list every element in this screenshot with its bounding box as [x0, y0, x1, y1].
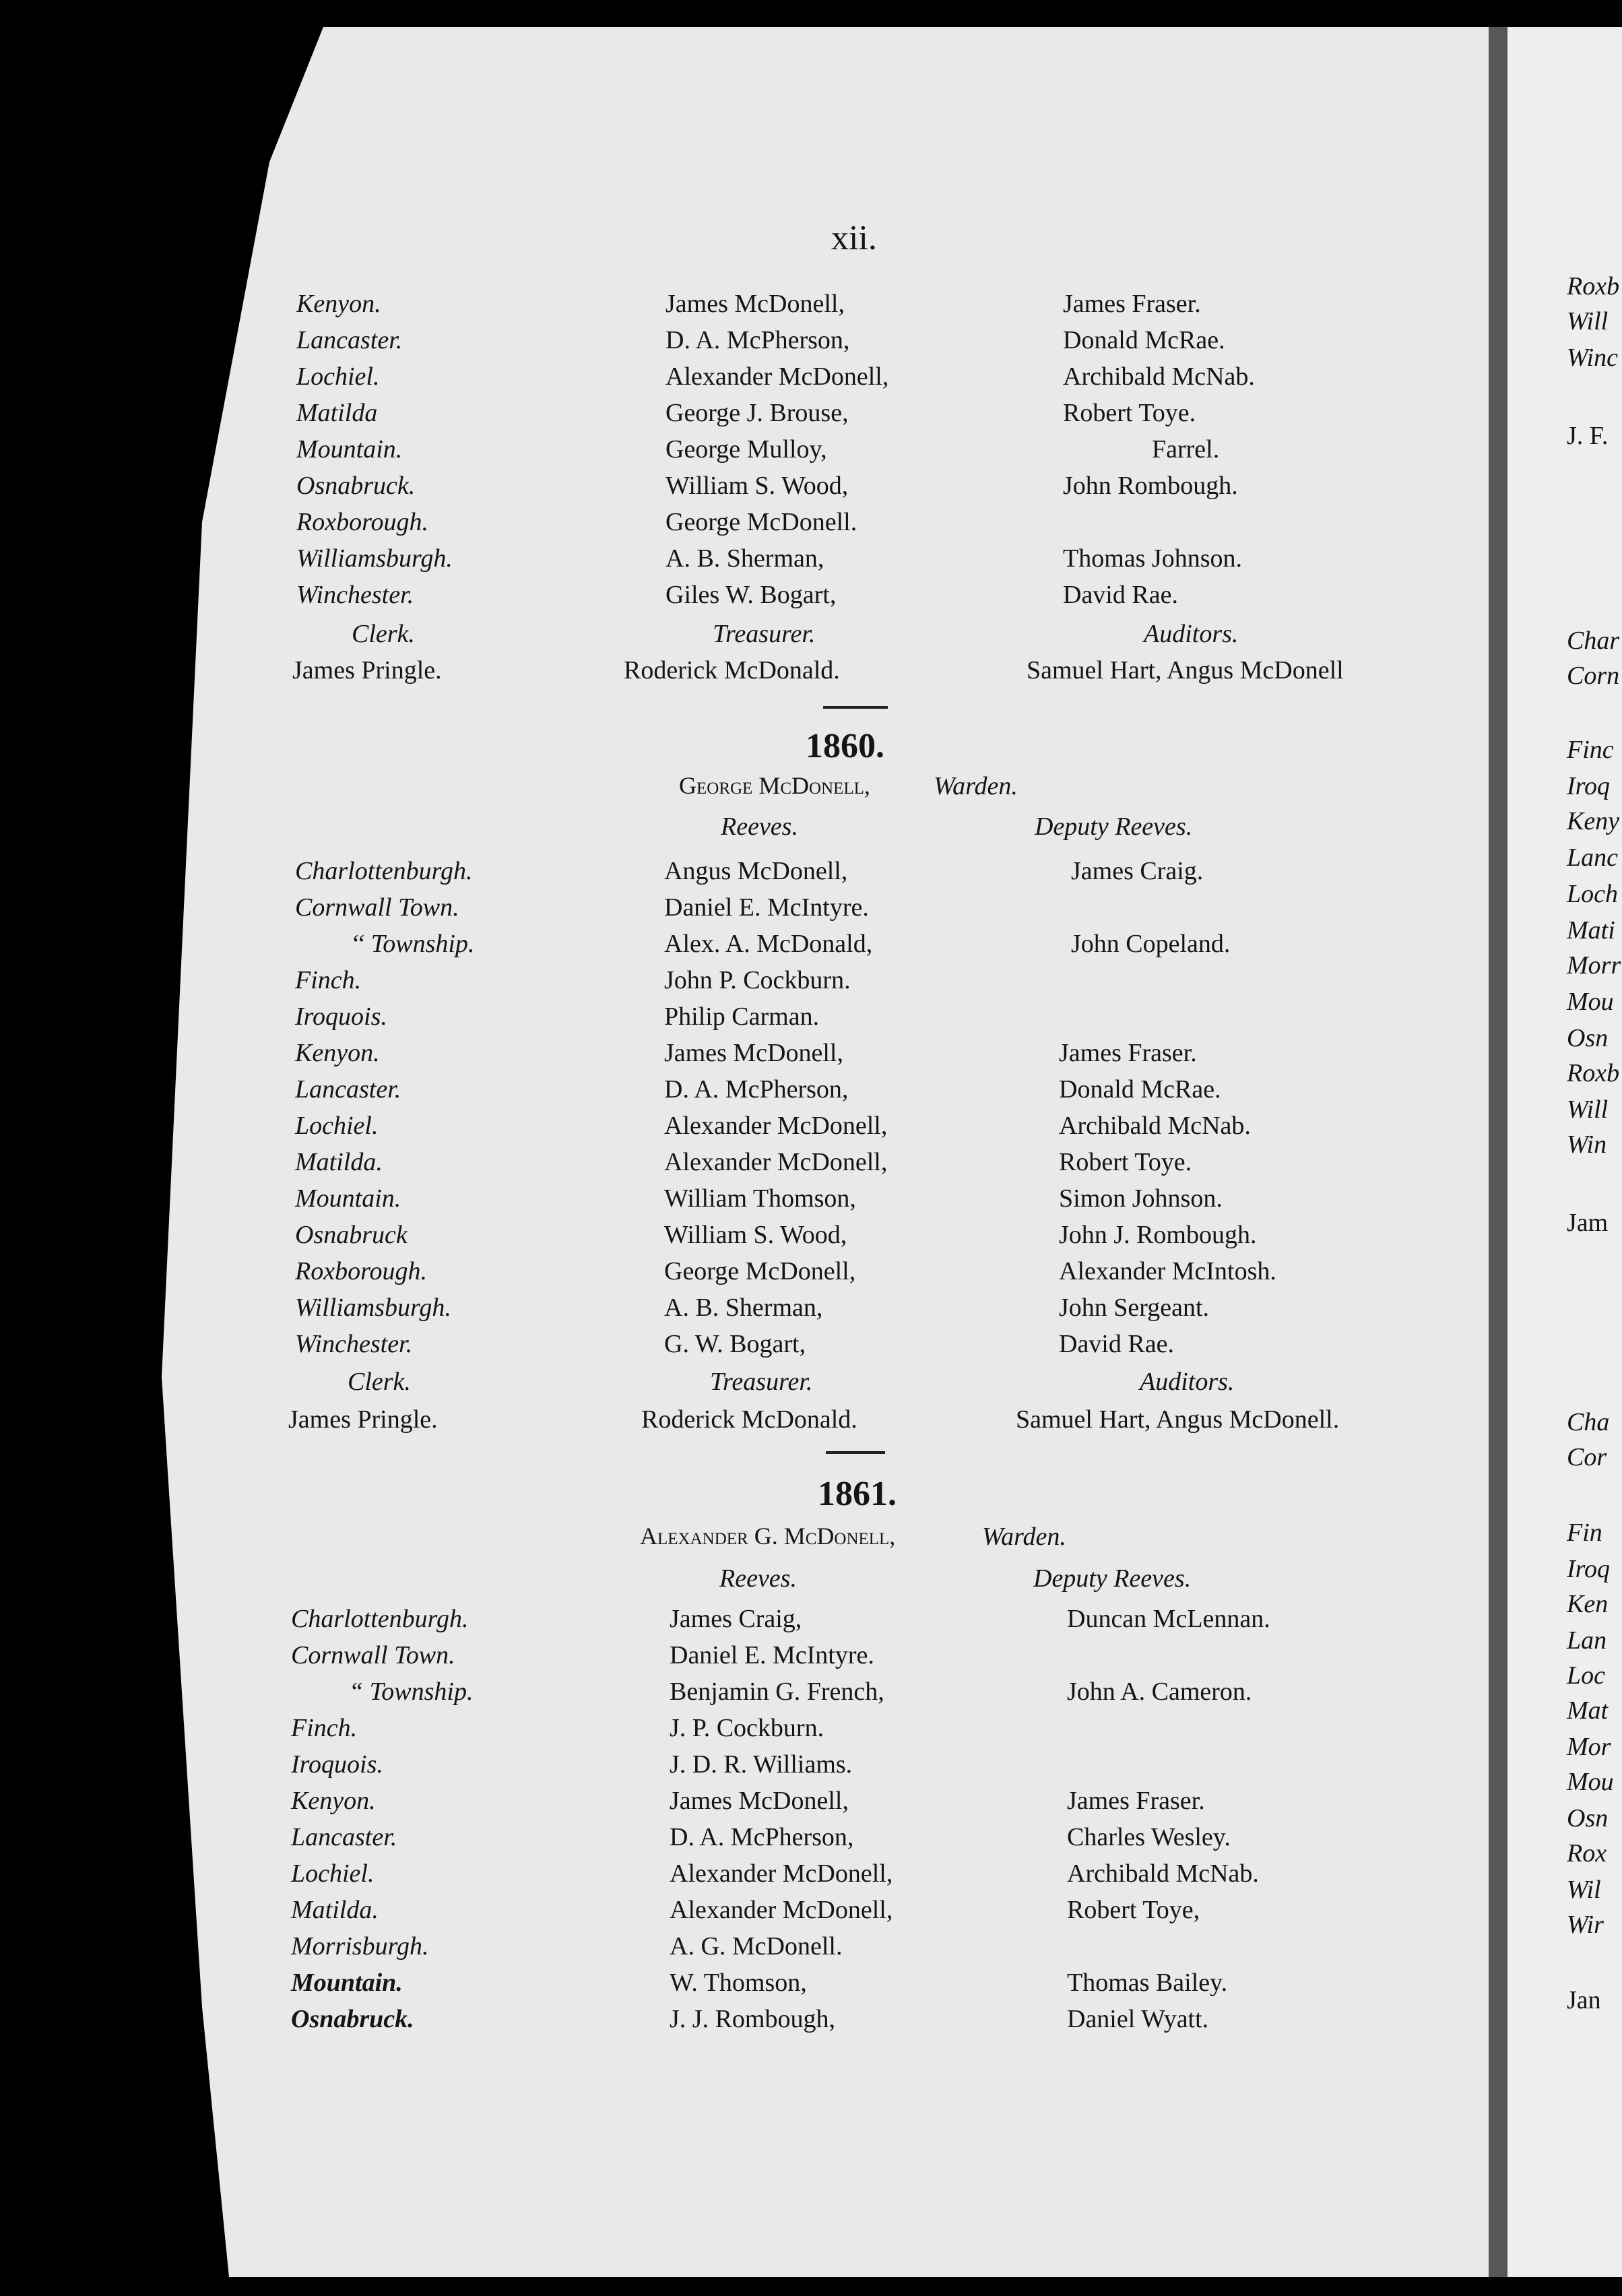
reeve-name: D. A. McPherson,: [666, 326, 850, 354]
adjacent-page-fragment: J. F.: [1567, 422, 1609, 450]
adjacent-page-fragment: Jam: [1567, 1209, 1609, 1237]
deputy-reeve-name: John Sergeant.: [1059, 1294, 1210, 1322]
reeve-name: James Craig,: [670, 1605, 802, 1633]
adjacent-page-fragment: Corn: [1567, 662, 1620, 690]
adjacent-page-fragment: Will: [1567, 307, 1609, 336]
reeve-name: W. Thomson,: [670, 1969, 807, 1997]
adjacent-page-fragment: Keny: [1567, 807, 1620, 835]
reeve-name: A. G. McDonell.: [670, 1932, 843, 1960]
deputy-reeve-name: James Fraser.: [1067, 1787, 1205, 1815]
place-name: Finch.: [291, 1714, 358, 1742]
reeve-name: Daniel E. McIntyre.: [670, 1641, 874, 1669]
adjacent-page-fragment: Will: [1567, 1095, 1609, 1124]
adjacent-page-fragment: Winc: [1567, 344, 1618, 372]
section-rule: [826, 1451, 885, 1454]
place-name: Lochiel.: [295, 1112, 379, 1140]
reeve-name: D. A. McPherson,: [670, 1823, 854, 1851]
adjacent-page-fragment: Loch: [1567, 880, 1618, 908]
deputy-reeve-name: Alexander McIntosh.: [1059, 1257, 1276, 1285]
reeve-name: William Thomson,: [664, 1184, 856, 1213]
reeve-name: Philip Carman.: [664, 1002, 820, 1031]
reeve-name: George McDonell,: [664, 1257, 856, 1285]
place-name: Winchester.: [296, 581, 414, 609]
reeve-name: J. D. R. Williams.: [670, 1750, 853, 1779]
deputy-reeve-name: Robert Toye.: [1063, 399, 1196, 427]
adjacent-page-fragment: Lan: [1567, 1626, 1607, 1655]
auditors-names: Samuel Hart, Angus McDonell.: [1016, 1405, 1340, 1434]
deputy-reeve-name: David Rae.: [1063, 581, 1178, 609]
deputy-reeves-label: Deputy Reeves.: [1033, 1564, 1192, 1593]
deputy-reeve-name: James Craig.: [1071, 857, 1204, 885]
reeve-name: Alex. A. McDonald,: [664, 930, 873, 958]
place-name: Kenyon.: [295, 1039, 380, 1067]
place-name: Lancaster.: [291, 1823, 397, 1851]
place-name: Lochiel.: [296, 362, 380, 391]
adjacent-page-fragment: Mati: [1567, 916, 1615, 945]
reeve-name: William S. Wood,: [666, 472, 849, 500]
book-gutter: [1489, 27, 1507, 2277]
clerk-name: James Pringle.: [288, 1405, 438, 1434]
place-name: “ Township.: [349, 1678, 474, 1706]
adjacent-page-fragment: Osn: [1567, 1024, 1609, 1052]
adjacent-page-fragment: Rox: [1567, 1839, 1607, 1868]
adjacent-page-fragment: Cha: [1567, 1408, 1610, 1436]
adjacent-page-fragment: Morr: [1567, 951, 1621, 980]
place-name: Osnabruck: [295, 1221, 408, 1249]
deputy-reeve-name: John Rombough.: [1063, 472, 1238, 500]
adjacent-page-fragment: Jan: [1567, 1986, 1601, 2014]
adjacent-page-fragment: Fin: [1567, 1519, 1602, 1547]
place-name: ‘‘ Township.: [350, 930, 475, 958]
reeves-label: Reeves.: [721, 812, 798, 841]
auditors-label: Auditors.: [1140, 1368, 1235, 1396]
reeve-name: Alexander McDonell,: [666, 362, 889, 391]
reeve-name: James McDonell,: [670, 1787, 849, 1815]
deputy-reeve-name: Duncan McLennan.: [1067, 1605, 1270, 1633]
section-rule: [823, 706, 888, 709]
adjacent-page-fragment: Char: [1567, 627, 1620, 655]
place-name: Williamsburgh.: [295, 1294, 451, 1322]
deputy-reeve-name: Donald McRae.: [1063, 326, 1225, 354]
deputy-reeves-label: Deputy Reeves.: [1035, 812, 1193, 841]
page-number: xii.: [831, 219, 877, 257]
reeve-name: George J. Brouse,: [666, 399, 849, 427]
deputy-reeve-name: Robert Toye,: [1067, 1896, 1200, 1924]
deputy-reeve-name: John A. Cameron.: [1067, 1678, 1252, 1706]
clerk-name: James Pringle.: [292, 656, 442, 684]
adjacent-page-fragment: Win: [1567, 1130, 1607, 1159]
clerk-label: Clerk.: [352, 620, 415, 648]
place-name: Finch.: [295, 966, 362, 994]
deputy-reeve-name: David Rae.: [1059, 1330, 1174, 1358]
year-heading: 1860.: [806, 727, 884, 765]
reeve-name: Giles W. Bogart,: [666, 581, 837, 609]
place-name: Iroquois.: [291, 1750, 383, 1779]
reeve-name: Alexander McDonell,: [670, 1859, 893, 1888]
place-name: Cornwall Town.: [295, 893, 459, 922]
place-name: Charlottenburgh.: [295, 857, 473, 885]
treasurer-name: Roderick McDonald.: [641, 1405, 857, 1434]
place-name: Osnabruck.: [291, 2005, 414, 2033]
reeve-name: George Mulloy,: [666, 435, 827, 464]
place-name: Mountain.: [291, 1969, 403, 1997]
deputy-reeve-name: Robert Toye.: [1059, 1148, 1192, 1176]
year-heading: 1861.: [818, 1475, 897, 1513]
deputy-reeve-name: Archibald McNab.: [1067, 1859, 1259, 1888]
adjacent-page-fragment: Loc: [1567, 1661, 1605, 1690]
reeve-name: Alexander McDonell,: [670, 1896, 893, 1924]
deputy-reeve-name: Charles Wesley.: [1067, 1823, 1231, 1851]
place-name: Morrisburgh.: [291, 1932, 429, 1960]
deputy-reeve-name: Archibald McNab.: [1059, 1112, 1251, 1140]
adjacent-page-fragment: Mor: [1567, 1733, 1611, 1761]
reeve-name: William S. Wood,: [664, 1221, 847, 1249]
deputy-reeve-name: Archibald McNab.: [1063, 362, 1255, 391]
treasurer-label: Treasurer.: [713, 620, 816, 648]
reeve-name: A. B. Sherman,: [666, 544, 824, 573]
reeve-name: John P. Cockburn.: [664, 966, 851, 994]
adjacent-page-fragment: Ken: [1567, 1590, 1609, 1618]
place-name: Mountain.: [295, 1184, 401, 1213]
reeve-name: James McDonell,: [666, 290, 845, 318]
adjacent-page-fragment: Lanc: [1567, 843, 1618, 872]
place-name: Iroquois.: [295, 1002, 387, 1031]
deputy-reeve-name: James Fraser.: [1059, 1039, 1197, 1067]
place-name: Winchester.: [295, 1330, 413, 1358]
place-name: Kenyon.: [291, 1787, 376, 1815]
reeve-name: Benjamin G. French,: [670, 1678, 884, 1706]
deputy-reeve-name: John Copeland.: [1071, 930, 1231, 958]
place-name: Roxborough.: [296, 508, 428, 536]
clerk-label: Clerk.: [348, 1368, 411, 1396]
adjacent-page-fragment: Osn: [1567, 1804, 1609, 1832]
place-name: Matilda.: [291, 1896, 379, 1924]
place-name: Charlottenburgh.: [291, 1605, 469, 1633]
place-name: Osnabruck.: [296, 472, 416, 500]
place-name: Roxborough.: [295, 1257, 427, 1285]
adjacent-page-fragment: Iroq: [1567, 772, 1611, 800]
reeve-name: J. P. Cockburn.: [670, 1714, 824, 1742]
reeve-name: D. A. McPherson,: [664, 1075, 849, 1104]
auditors-names: Samuel Hart, Angus McDonell: [1027, 656, 1344, 684]
reeve-name: Daniel E. McIntyre.: [664, 893, 869, 922]
place-name: Lochiel.: [291, 1859, 375, 1888]
reeves-label: Reeves.: [719, 1564, 797, 1593]
reeve-name: Angus McDonell,: [664, 857, 848, 885]
reeve-name: George McDonell.: [666, 508, 857, 536]
reeve-name: Alexander McDonell,: [664, 1112, 888, 1140]
treasurer-name: Roderick McDonald.: [624, 656, 840, 684]
warden-title: Warden.: [982, 1523, 1066, 1551]
place-name: Lancaster.: [295, 1075, 401, 1104]
place-name: Kenyon.: [296, 290, 381, 318]
reeve-name: James McDonell,: [664, 1039, 843, 1067]
adjacent-page-fragment: Roxb: [1567, 1059, 1620, 1087]
adjacent-page-fragment: Wir: [1567, 1911, 1604, 1939]
reeve-name: Alexander McDonell,: [664, 1148, 888, 1176]
deputy-reeve-name: Simon Johnson.: [1059, 1184, 1223, 1213]
place-name: Lancaster.: [296, 326, 403, 354]
warden-name: George McDonell,: [679, 772, 870, 799]
adjacent-page-fragment: Finc: [1567, 736, 1614, 764]
deputy-reeve-name: Thomas Johnson.: [1063, 544, 1242, 573]
adjacent-page-fragment: Iroq: [1567, 1555, 1611, 1583]
deputy-reeve-name: John J. Rombough.: [1059, 1221, 1257, 1249]
reeve-name: J. J. Rombough,: [670, 2005, 835, 2033]
adjacent-page-fragment: Mou: [1567, 1768, 1614, 1796]
adjacent-page-fragment: Mat: [1567, 1696, 1609, 1725]
deputy-reeve-name: James Fraser.: [1063, 290, 1201, 318]
auditors-label: Auditors.: [1144, 620, 1239, 648]
warden-name: Alexander G. McDonell,: [640, 1523, 896, 1550]
place-name: Mountain.: [296, 435, 403, 464]
warden-title: Warden.: [934, 772, 1018, 800]
reeve-name: A. B. Sherman,: [664, 1294, 823, 1322]
adjacent-page-fragment: Wil: [1567, 1876, 1601, 1904]
deputy-reeve-name: Thomas Bailey.: [1067, 1969, 1228, 1997]
deputy-reeve-name: Donald McRae.: [1059, 1075, 1221, 1104]
treasurer-label: Treasurer.: [710, 1368, 813, 1396]
adjacent-page-fragment: Roxb: [1567, 272, 1620, 300]
place-name: Matilda.: [295, 1148, 383, 1176]
place-name: Matilda: [296, 399, 378, 427]
deputy-reeve-name: Daniel Wyatt.: [1067, 2005, 1209, 2033]
reeve-name: G. W. Bogart,: [664, 1330, 806, 1358]
place-name: Williamsburgh.: [296, 544, 453, 573]
place-name: Cornwall Town.: [291, 1641, 455, 1669]
adjacent-page-fragment: Cor: [1567, 1443, 1607, 1471]
deputy-reeve-name: Farrel.: [1152, 435, 1220, 464]
adjacent-page-fragment: Mou: [1567, 988, 1614, 1016]
